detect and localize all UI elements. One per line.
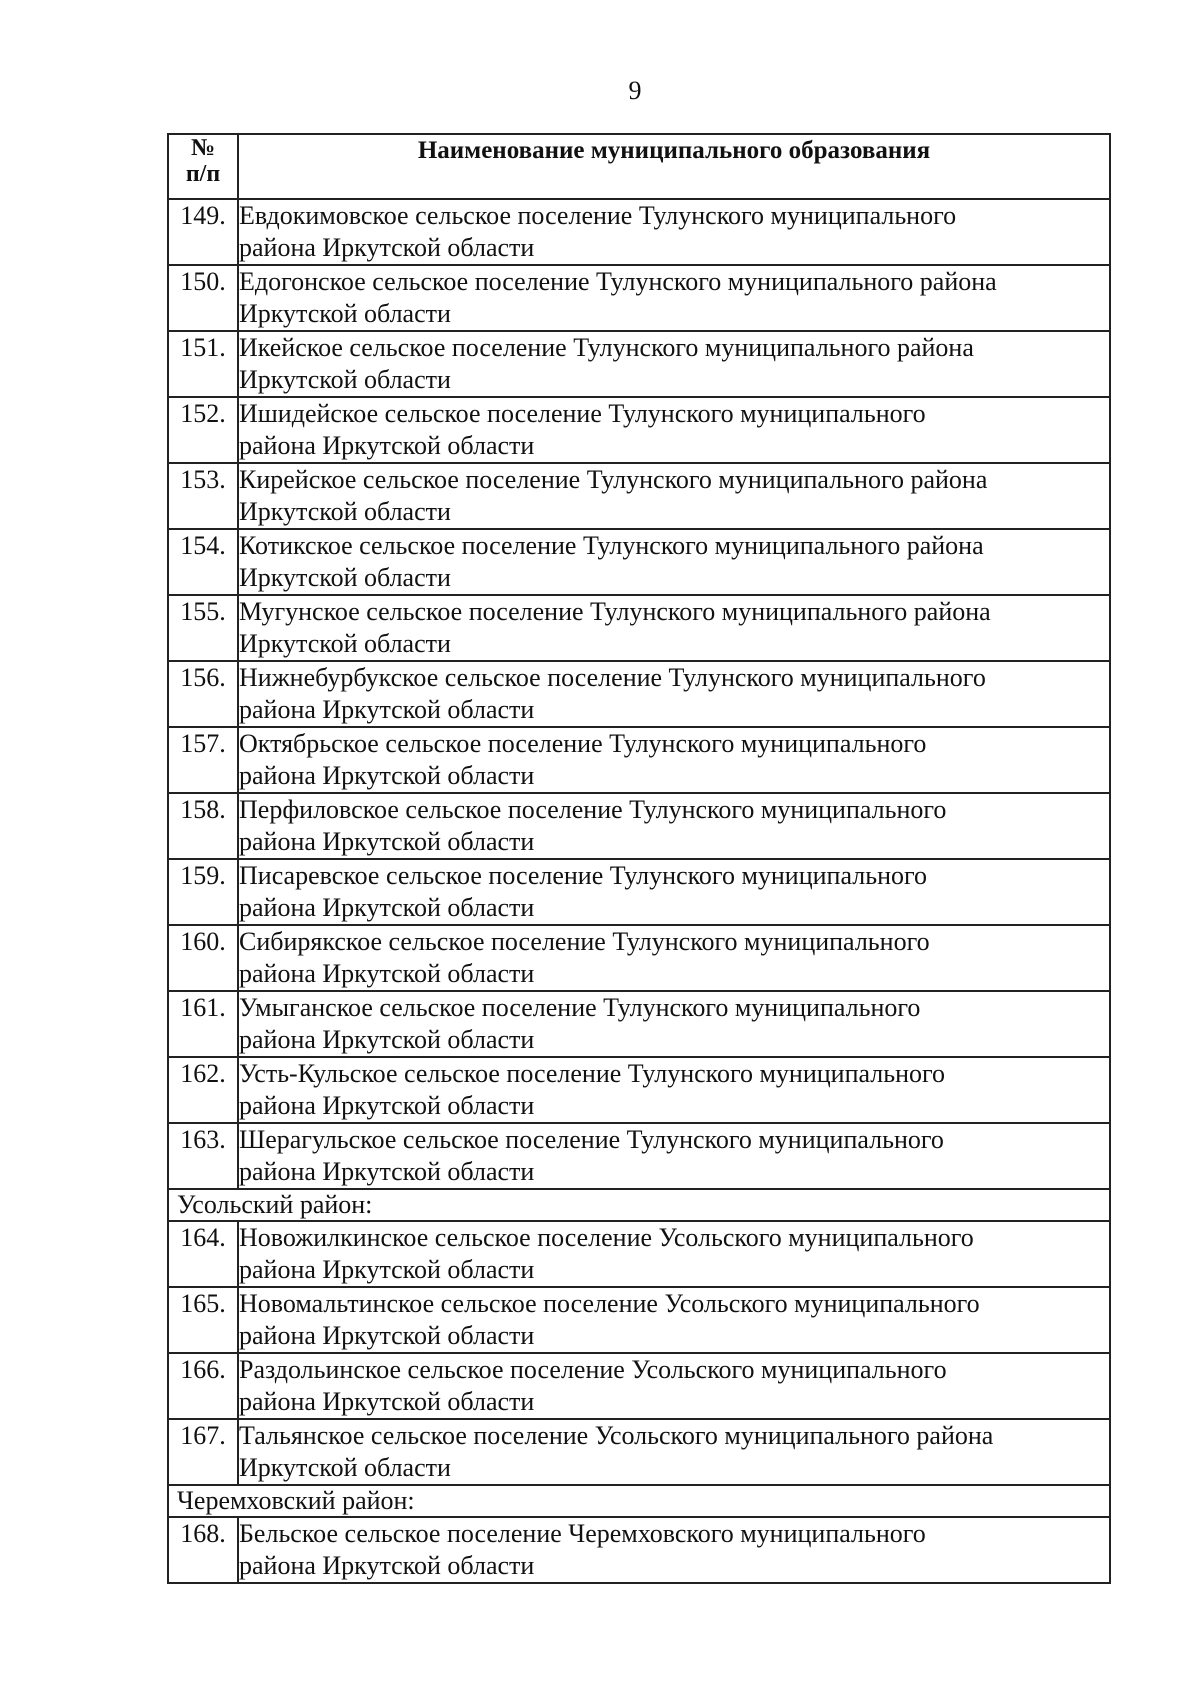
- table-row: [168, 397, 1110, 463]
- municipality-name: [238, 793, 1110, 859]
- row-number: 164.: [168, 1221, 238, 1287]
- row-number: 162.: [168, 1057, 238, 1123]
- table-row: [168, 991, 1110, 1057]
- municipality-name: [238, 463, 1110, 529]
- municipality-name-line1: Шерагульское сельское поселение Тулунского муниципального: [239, 1125, 944, 1154]
- municipality-name: [238, 1419, 1110, 1485]
- header-name-column: Наименование муниципального образования: [238, 134, 1110, 199]
- row-number: 156.: [168, 661, 238, 727]
- municipality-name: [238, 397, 1110, 463]
- municipality-name-line2: района Иркутской области: [239, 893, 535, 922]
- table-row: [168, 1123, 1110, 1189]
- table-row: [168, 925, 1110, 991]
- municipality-name: [238, 595, 1110, 661]
- municipality-name-line2: района Иркутской области: [239, 1255, 535, 1284]
- municipality-name: [238, 1123, 1110, 1189]
- row-number: 149.: [168, 199, 238, 265]
- municipality-name-line2: района Иркутской области: [239, 1025, 535, 1054]
- municipality-name-line1: Сибирякское сельское поселение Тулунского муниципального: [239, 927, 930, 956]
- municipality-name: [238, 859, 1110, 925]
- municipality-name: [238, 661, 1110, 727]
- municipality-name-line1: Бельское сельское поселение Черемховского муниципального: [239, 1519, 926, 1548]
- municipality-name-line1: Усть-Кульское сельское поселение Тулунского муниципального: [239, 1059, 946, 1088]
- municipality-name-line1: Тальянское сельское поселение Усольского муниципального района: [239, 1421, 994, 1450]
- municipality-name-line1: Кирейское сельское поселение Тулунского муниципального района: [239, 465, 988, 494]
- table-row: [168, 331, 1110, 397]
- row-number: 168.: [168, 1517, 238, 1583]
- municipality-name: [238, 1517, 1110, 1583]
- table-row: [168, 1517, 1110, 1583]
- municipality-name-line1: Новомальтинское сельское поселение Усольского муниципального: [239, 1289, 980, 1318]
- municipality-name-line2: района Иркутской области: [239, 233, 535, 262]
- table-body: [168, 199, 1110, 1583]
- row-number: 150.: [168, 265, 238, 331]
- municipality-name-line2: Иркутской области: [239, 299, 451, 328]
- table-row: [168, 463, 1110, 529]
- municipality-name: [238, 331, 1110, 397]
- table-row: [168, 529, 1110, 595]
- row-number: 151.: [168, 331, 238, 397]
- municipality-name: [238, 727, 1110, 793]
- municipality-name: [238, 925, 1110, 991]
- municipality-name-line1: Евдокимовское сельское поселение Тулунского муниципального: [239, 201, 957, 230]
- row-number: 158.: [168, 793, 238, 859]
- table-row: [168, 1057, 1110, 1123]
- municipality-name-line2: Иркутской области: [239, 497, 451, 526]
- table-header-row: [168, 134, 1110, 199]
- row-number: 167.: [168, 1419, 238, 1485]
- municipality-name-line1: Октябрьское сельское поселение Тулунского муниципального: [239, 729, 927, 758]
- municipality-name-line2: Иркутской области: [239, 365, 451, 394]
- municipality-name-line2: района Иркутской области: [239, 1091, 535, 1120]
- municipality-name-line1: Раздольинское сельское поселение Усольского муниципального: [239, 1355, 947, 1384]
- header-number-symbol: №: [190, 135, 216, 161]
- table-row: [168, 199, 1110, 265]
- row-number: 152.: [168, 397, 238, 463]
- row-number: 160.: [168, 925, 238, 991]
- municipality-name-line2: района Иркутской области: [239, 1321, 535, 1350]
- row-number: 157.: [168, 727, 238, 793]
- page-number: 9: [628, 76, 642, 105]
- municipality-name: [238, 1287, 1110, 1353]
- row-number: 161.: [168, 991, 238, 1057]
- municipality-name: [238, 1221, 1110, 1287]
- municipality-name: [238, 529, 1110, 595]
- row-number: 163.: [168, 1123, 238, 1189]
- row-number: 166.: [168, 1353, 238, 1419]
- municipality-name: [238, 1353, 1110, 1419]
- municipality-name-line2: Иркутской области: [239, 629, 451, 658]
- municipality-name: [238, 1057, 1110, 1123]
- district-heading-row: [168, 1485, 1110, 1517]
- municipality-name-line2: района Иркутской области: [239, 827, 535, 856]
- municipality-name-line2: района Иркутской области: [239, 1551, 535, 1580]
- municipality-name: [238, 265, 1110, 331]
- header-number-column: [168, 134, 238, 199]
- municipality-name-line2: района Иркутской области: [239, 695, 535, 724]
- table-row: [168, 727, 1110, 793]
- municipality-name-line2: Иркутской области: [239, 1453, 451, 1482]
- district-heading-row: [168, 1189, 1110, 1221]
- table-row: [168, 1221, 1110, 1287]
- row-number: 154.: [168, 529, 238, 595]
- municipality-name-line1: Умыганское сельское поселение Тулунского муниципального: [239, 993, 921, 1022]
- municipality-name-line2: Иркутской области: [239, 563, 451, 592]
- municipality-name-line1: Котикское сельское поселение Тулунского муниципального района: [239, 531, 984, 560]
- municipality-name: [238, 199, 1110, 265]
- table-row: [168, 595, 1110, 661]
- municipality-name-line2: района Иркутской области: [239, 959, 535, 988]
- header-number-abbrev: п/п: [185, 161, 221, 187]
- municipality-name-line2: района Иркутской области: [239, 1157, 535, 1186]
- row-number: 153.: [168, 463, 238, 529]
- row-number: 165.: [168, 1287, 238, 1353]
- district-heading: Черемховский район:: [168, 1485, 1110, 1517]
- municipality-name-line1: Новожилкинское сельское поселение Усольского муниципального: [239, 1223, 974, 1252]
- table-row: [168, 793, 1110, 859]
- municipality-name-line2: района Иркутской области: [239, 1387, 535, 1416]
- municipalities-table: [167, 133, 1111, 1584]
- municipality-name-line1: Ишидейское сельское поселение Тулунского муниципального: [239, 399, 926, 428]
- municipality-name: [238, 991, 1110, 1057]
- row-number: 155.: [168, 595, 238, 661]
- table-row: [168, 1287, 1110, 1353]
- municipality-name-line1: Перфиловское сельское поселение Тулунского муниципального: [239, 795, 947, 824]
- municipality-name-line1: Нижнебурбукское сельское поселение Тулунского муниципального: [239, 663, 986, 692]
- table-row: [168, 661, 1110, 727]
- municipality-name-line1: Писаревское сельское поселение Тулунского муниципального: [239, 861, 927, 890]
- municipality-name-line1: Мугунское сельское поселение Тулунского муниципального района: [239, 597, 991, 626]
- table-row: [168, 1419, 1110, 1485]
- municipality-name-line2: района Иркутской области: [239, 761, 535, 790]
- row-number: 159.: [168, 859, 238, 925]
- municipality-name-line1: Икейское сельское поселение Тулунского муниципального района: [239, 333, 974, 362]
- table-row: [168, 1353, 1110, 1419]
- table-row: [168, 265, 1110, 331]
- municipality-name-line1: Едогонское сельское поселение Тулунского муниципального района: [239, 267, 997, 296]
- municipality-name-line2: района Иркутской области: [239, 431, 535, 460]
- table-row: [168, 859, 1110, 925]
- district-heading: Усольский район:: [168, 1189, 1110, 1221]
